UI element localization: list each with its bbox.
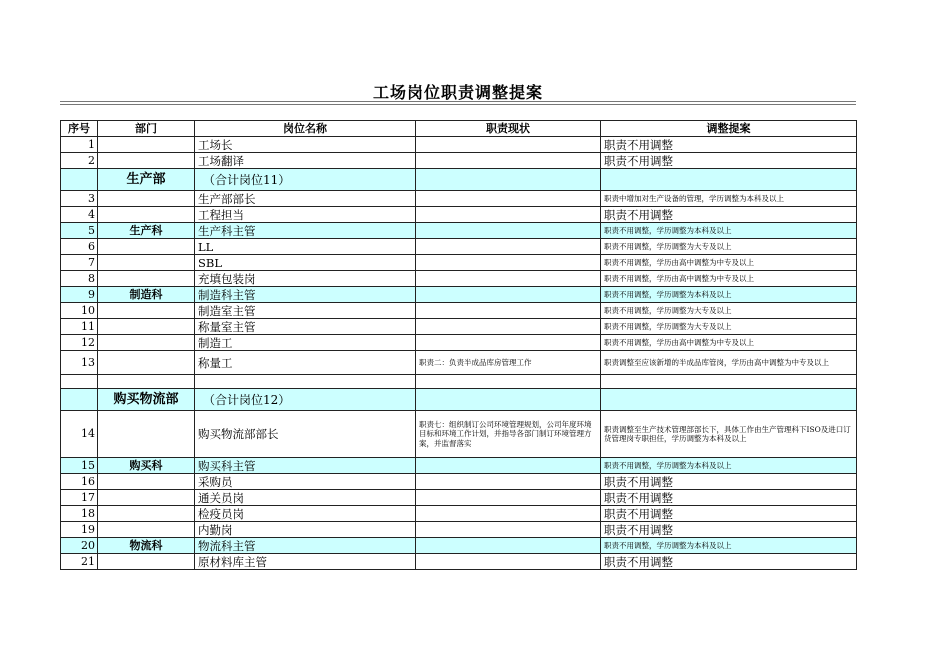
- table-row: [61, 207, 857, 223]
- title-underline-double: [60, 104, 856, 105]
- position-name: 制造室主管: [195, 303, 416, 319]
- position-name: 制造工: [195, 335, 416, 351]
- table-row: [61, 255, 857, 271]
- adjustment-proposal: 职责不用调整: [601, 506, 857, 522]
- department-cell: 购买科: [98, 458, 195, 474]
- department-cell: [98, 239, 195, 255]
- section-position-count: （合计岗位12）: [195, 389, 416, 411]
- department-cell: [98, 207, 195, 223]
- position-name: 制造科主管: [195, 287, 416, 303]
- row-number: 17: [61, 490, 98, 506]
- row-number: 6: [61, 239, 98, 255]
- department-cell: [98, 554, 195, 570]
- empty-cell: [416, 375, 601, 389]
- position-name: 检疫员岗: [195, 506, 416, 522]
- table-row: [61, 153, 857, 169]
- row-number: 1: [61, 137, 98, 153]
- duty-status: [416, 319, 601, 335]
- position-name: 物流科主管: [195, 538, 416, 554]
- row-number: 3: [61, 191, 98, 207]
- adjustment-proposal: 职责不用调整: [601, 137, 857, 153]
- adjustment-proposal: 职责不用调整: [601, 490, 857, 506]
- position-name: 称量工: [195, 351, 416, 375]
- adjustment-proposal: 职责不用调整，学历调整为大专及以上: [601, 239, 857, 255]
- position-name: 内勤岗: [195, 522, 416, 538]
- department-cell: 物流科: [98, 538, 195, 554]
- duty-status: [416, 287, 601, 303]
- duty-status: [416, 191, 601, 207]
- table-row: [61, 458, 857, 474]
- department-cell: [98, 506, 195, 522]
- department-cell: [98, 303, 195, 319]
- status-cell: [416, 169, 601, 191]
- table-row: [61, 271, 857, 287]
- title-underline: [60, 101, 856, 102]
- row-number-cell: [61, 389, 98, 411]
- adjustment-proposal: 职责不用调整: [601, 522, 857, 538]
- department-cell: 制造科: [98, 287, 195, 303]
- section-row: [61, 389, 857, 411]
- section-position-count: （合计岗位11）: [195, 169, 416, 191]
- department-cell: [98, 271, 195, 287]
- position-name: 通关员岗: [195, 490, 416, 506]
- table-row: [61, 191, 857, 207]
- table-row: [61, 554, 857, 570]
- department-cell: [98, 137, 195, 153]
- duty-status: 职责二：负责半成品库房管理工作: [416, 351, 601, 375]
- table-row: [61, 319, 857, 335]
- row-number: 18: [61, 506, 98, 522]
- adjustment-proposal: 职责不用调整: [601, 554, 857, 570]
- duty-status: [416, 490, 601, 506]
- department-cell: 生产科: [98, 223, 195, 239]
- adjustment-proposal: 职责不用调整: [601, 153, 857, 169]
- table-body: [61, 137, 857, 570]
- duty-status: [416, 271, 601, 287]
- department-cell: [98, 474, 195, 490]
- row-number: 21: [61, 554, 98, 570]
- row-number: 2: [61, 153, 98, 169]
- row-number: 13: [61, 351, 98, 375]
- duty-status: [416, 506, 601, 522]
- position-name: SBL: [195, 255, 416, 271]
- table-row: [61, 506, 857, 522]
- duty-status: 职责七：组织制订公司环境管理规划，公司年度环境目标和环境工作计划，并指导各部门制订环境管理方案，并监督落实: [416, 411, 601, 458]
- page-title: 工场岗位职责调整提案: [372, 83, 543, 102]
- department-cell: [98, 255, 195, 271]
- position-name: 采购员: [195, 474, 416, 490]
- empty-cell: [601, 375, 857, 389]
- position-name: 购买物流部部长: [195, 411, 416, 458]
- duty-status: [416, 255, 601, 271]
- table-row: [61, 351, 857, 375]
- table-row: [61, 303, 857, 319]
- header-adjustment: 调整提案: [601, 121, 857, 137]
- duty-adjustment-table: [60, 120, 857, 570]
- table-header-row: [61, 121, 857, 137]
- duty-status: [416, 522, 601, 538]
- duty-status: [416, 335, 601, 351]
- duty-status: [416, 223, 601, 239]
- row-number: 5: [61, 223, 98, 239]
- row-number-cell: [61, 169, 98, 191]
- department-cell: [98, 411, 195, 458]
- duty-status: [416, 458, 601, 474]
- duty-status: [416, 153, 601, 169]
- row-number: 7: [61, 255, 98, 271]
- duty-status: [416, 239, 601, 255]
- duty-status: [416, 554, 601, 570]
- empty-cell: [61, 375, 98, 389]
- row-number: 16: [61, 474, 98, 490]
- adjustment-proposal: 职责不用调整，学历由高中调整为中专及以上: [601, 255, 857, 271]
- department-cell: [98, 191, 195, 207]
- adjustment-proposal: 职责不用调整，学历调整为本科及以上: [601, 287, 857, 303]
- row-number: 19: [61, 522, 98, 538]
- duty-status: [416, 303, 601, 319]
- adjustment-proposal: 职责调整至生产技术管理部部长下，具体工作由生产管理科下ISO及进口订货管理岗专职担任，学历调整为本科及以上: [601, 411, 857, 458]
- position-name: 工场长: [195, 137, 416, 153]
- table-row: [61, 490, 857, 506]
- department-cell: [98, 522, 195, 538]
- adjustment-cell: [601, 169, 857, 191]
- header-position: 岗位名称: [195, 121, 416, 137]
- adjustment-proposal: 职责不用调整，学历调整为本科及以上: [601, 538, 857, 554]
- table-row: [61, 223, 857, 239]
- row-number: 8: [61, 271, 98, 287]
- position-name: 生产部部长: [195, 191, 416, 207]
- adjustment-proposal: 职责不用调整，学历调整为大专及以上: [601, 319, 857, 335]
- table-row: [61, 474, 857, 490]
- row-number: 12: [61, 335, 98, 351]
- table-row: [61, 411, 857, 458]
- duty-status: [416, 474, 601, 490]
- row-number: 14: [61, 411, 98, 458]
- position-name: 生产科主管: [195, 223, 416, 239]
- position-name: 工程担当: [195, 207, 416, 223]
- blank-row: [61, 375, 857, 389]
- section-department: 生产部: [98, 169, 195, 191]
- adjustment-proposal: 职责不用调整: [601, 474, 857, 490]
- duty-status: [416, 538, 601, 554]
- section-department: 购买物流部: [98, 389, 195, 411]
- position-name: 原材料库主管: [195, 554, 416, 570]
- section-row: [61, 169, 857, 191]
- table-row: [61, 522, 857, 538]
- department-cell: [98, 319, 195, 335]
- department-cell: [98, 490, 195, 506]
- adjustment-proposal: 职责不用调整，学历由高中调整为中专及以上: [601, 335, 857, 351]
- adjustment-proposal: 职责中增加对生产设备的管理，学历调整为本科及以上: [601, 191, 857, 207]
- header-dept: 部门: [98, 121, 195, 137]
- adjustment-proposal: 职责不用调整，学历调整为本科及以上: [601, 223, 857, 239]
- position-name: 称量室主管: [195, 319, 416, 335]
- row-number: 4: [61, 207, 98, 223]
- adjustment-proposal: 职责不用调整，学历调整为本科及以上: [601, 458, 857, 474]
- header-status: 职责现状: [416, 121, 601, 137]
- position-name: 工场翻译: [195, 153, 416, 169]
- empty-cell: [195, 375, 416, 389]
- position-name: 充填包装岗: [195, 271, 416, 287]
- table-row: [61, 137, 857, 153]
- table-row: [61, 538, 857, 554]
- table-row: [61, 239, 857, 255]
- adjustment-proposal: 职责不用调整，学历调整为大专及以上: [601, 303, 857, 319]
- position-name: 购买科主管: [195, 458, 416, 474]
- adjustment-proposal: 职责不用调整: [601, 207, 857, 223]
- row-number: 10: [61, 303, 98, 319]
- duty-status: [416, 137, 601, 153]
- status-cell: [416, 389, 601, 411]
- position-name: LL: [195, 239, 416, 255]
- table-row: [61, 335, 857, 351]
- table-row: [61, 287, 857, 303]
- empty-cell: [98, 375, 195, 389]
- department-cell: [98, 335, 195, 351]
- department-cell: [98, 153, 195, 169]
- duty-status: [416, 207, 601, 223]
- row-number: 9: [61, 287, 98, 303]
- row-number: 11: [61, 319, 98, 335]
- adjustment-proposal: 职责调整至应该新增的半成品库管岗，学历由高中调整为中专及以上: [601, 351, 857, 375]
- department-cell: [98, 351, 195, 375]
- header-no: 序号: [61, 121, 98, 137]
- row-number: 20: [61, 538, 98, 554]
- row-number: 15: [61, 458, 98, 474]
- adjustment-proposal: 职责不用调整，学历由高中调整为中专及以上: [601, 271, 857, 287]
- adjustment-cell: [601, 389, 857, 411]
